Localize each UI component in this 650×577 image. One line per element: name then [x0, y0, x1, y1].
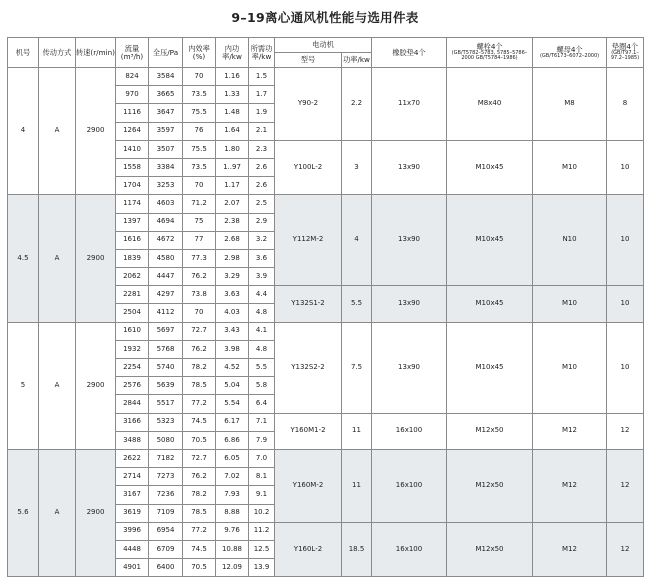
header-washer [607, 38, 644, 68]
pressure-cell: 5517 [149, 395, 183, 413]
motor-power-cell: 5.5 [342, 286, 372, 322]
internal-power-cell: 1.80 [216, 140, 249, 158]
pressure-cell: 3584 [149, 68, 183, 86]
internal-power-cell: 2.98 [216, 249, 249, 267]
required-power-cell: 2.3 [249, 140, 275, 158]
internal-power-cell: 6.86 [216, 431, 249, 449]
internal-power-cell: 3.43 [216, 322, 249, 340]
flow-cell: 1704 [116, 177, 149, 195]
motor-power-cell: 11 [342, 413, 372, 449]
pressure-cell: 6400 [149, 559, 183, 577]
header-washer-standard: (GB/T97.1–97.2–1985) [610, 49, 640, 62]
required-power-cell: 2.9 [249, 213, 275, 231]
required-power-cell: 5.8 [249, 377, 275, 395]
pressure-cell: 3253 [149, 177, 183, 195]
washer-cell: 12 [607, 449, 644, 522]
header-flow: 流量(m³/h) [116, 38, 149, 68]
efficiency-cell: 78.2 [183, 359, 216, 377]
internal-power-cell: 7.02 [216, 468, 249, 486]
pressure-cell: 7182 [149, 449, 183, 467]
internal-power-cell: 5.54 [216, 395, 249, 413]
nut-cell: M10 [533, 322, 607, 413]
pressure-cell: 6709 [149, 540, 183, 558]
required-power-cell: 1.9 [249, 104, 275, 122]
internal-power-cell: 2.07 [216, 195, 249, 213]
header-efficiency: 内效率(%) [183, 38, 216, 68]
flow-cell: 1264 [116, 122, 149, 140]
nut-cell: M12 [533, 522, 607, 577]
internal-power-cell: 1.16 [216, 68, 249, 86]
efficiency-cell: 77.2 [183, 522, 216, 540]
efficiency-cell: 76.2 [183, 468, 216, 486]
washer-cell: 10 [607, 140, 644, 195]
required-power-cell: 7.0 [249, 449, 275, 467]
speed-cell: 2900 [76, 322, 116, 449]
flow-cell: 1410 [116, 140, 149, 158]
bolt-cell: M10x45 [447, 140, 533, 195]
washer-cell: 10 [607, 286, 644, 322]
header-machine-no: 机号 [8, 38, 39, 68]
table-row [8, 68, 644, 86]
required-power-cell: 2.6 [249, 158, 275, 176]
flow-cell: 1839 [116, 249, 149, 267]
flow-cell: 1558 [116, 158, 149, 176]
drive-mode-cell: A [39, 195, 76, 322]
bolt-cell: M12x50 [447, 449, 533, 522]
pressure-cell: 5697 [149, 322, 183, 340]
efficiency-cell: 70.5 [183, 559, 216, 577]
efficiency-cell: 73.8 [183, 286, 216, 304]
required-power-cell: 3.6 [249, 249, 275, 267]
machine-no-cell: 5 [8, 322, 39, 449]
rubber-pad-cell: 13x90 [372, 195, 447, 286]
header-speed: 转速(r/min) [76, 38, 116, 68]
flow-cell: 2622 [116, 449, 149, 467]
internal-power-cell: 1.33 [216, 86, 249, 104]
required-power-cell: 2.5 [249, 195, 275, 213]
internal-power-cell: 6.05 [216, 449, 249, 467]
internal-power-cell: 4.52 [216, 359, 249, 377]
internal-power-cell: 12.09 [216, 559, 249, 577]
flow-cell: 3166 [116, 413, 149, 431]
efficiency-cell: 78.2 [183, 486, 216, 504]
efficiency-cell: 74.5 [183, 413, 216, 431]
required-power-cell: 2.6 [249, 177, 275, 195]
rubber-pad-cell: 11x70 [372, 68, 447, 141]
efficiency-cell: 73.5 [183, 158, 216, 176]
rubber-pad-cell: 13x90 [372, 140, 447, 195]
internal-power-cell: 5.04 [216, 377, 249, 395]
required-power-cell: 7.9 [249, 431, 275, 449]
washer-cell: 12 [607, 413, 644, 449]
machine-no-cell: 4.5 [8, 195, 39, 322]
required-power-cell: 4.4 [249, 286, 275, 304]
pressure-cell: 7109 [149, 504, 183, 522]
required-power-cell: 1.7 [249, 86, 275, 104]
motor-type-cell: Y132S1-2 [275, 286, 342, 322]
motor-power-cell: 2.2 [342, 68, 372, 141]
flow-cell: 1116 [116, 104, 149, 122]
motor-power-cell: 7.5 [342, 322, 372, 413]
flow-cell: 2504 [116, 304, 149, 322]
required-power-cell: 12.5 [249, 540, 275, 558]
efficiency-cell: 73.5 [183, 86, 216, 104]
pressure-cell: 3507 [149, 140, 183, 158]
required-power-cell: 4.8 [249, 304, 275, 322]
pressure-cell: 5768 [149, 340, 183, 358]
required-power-cell: 3.2 [249, 231, 275, 249]
flow-cell: 1610 [116, 322, 149, 340]
flow-cell: 3996 [116, 522, 149, 540]
required-power-cell: 1.5 [249, 68, 275, 86]
nut-cell: M10 [533, 140, 607, 195]
motor-power-cell: 3 [342, 140, 372, 195]
efficiency-cell: 75.5 [183, 104, 216, 122]
pressure-cell: 3384 [149, 158, 183, 176]
pressure-cell: 3665 [149, 86, 183, 104]
washer-cell: 10 [607, 195, 644, 286]
table-row [8, 449, 644, 467]
required-power-cell: 6.4 [249, 395, 275, 413]
required-power-cell: 4.1 [249, 322, 275, 340]
pressure-cell: 5740 [149, 359, 183, 377]
motor-type-cell: Y160L-2 [275, 522, 342, 577]
bolt-cell: M10x45 [447, 322, 533, 413]
header-rubber-pad: 橡胶垫4个 [372, 38, 447, 68]
bolt-cell: M12x50 [447, 413, 533, 449]
motor-type-cell: Y132S2-2 [275, 322, 342, 413]
motor-power-cell: 18.5 [342, 522, 372, 577]
pressure-cell: 4694 [149, 213, 183, 231]
internal-power-cell: 6.17 [216, 413, 249, 431]
flow-cell: 4448 [116, 540, 149, 558]
table-body [8, 68, 644, 577]
speed-cell: 2900 [76, 449, 116, 576]
header-nut [533, 38, 607, 68]
internal-power-cell: 3.98 [216, 340, 249, 358]
header-nut-standard: (GB/T6173–6072–2000) [539, 52, 600, 59]
washer-cell: 10 [607, 322, 644, 413]
required-power-cell: 11.2 [249, 522, 275, 540]
nut-cell: N10 [533, 195, 607, 286]
efficiency-cell: 72.7 [183, 449, 216, 467]
nut-cell: M12 [533, 413, 607, 449]
efficiency-cell: 75.5 [183, 140, 216, 158]
washer-cell: 8 [607, 68, 644, 141]
efficiency-cell: 78.5 [183, 504, 216, 522]
header-washer-label: 垫圈4个 [611, 41, 639, 51]
bolt-cell: M8x40 [447, 68, 533, 141]
machine-no-cell: 5.6 [8, 449, 39, 576]
machine-no-cell: 4 [8, 68, 39, 195]
rubber-pad-cell: 16x100 [372, 413, 447, 449]
fan-spec-table [7, 37, 644, 577]
efficiency-cell: 75 [183, 213, 216, 231]
internal-power-cell: 3.29 [216, 268, 249, 286]
efficiency-cell: 77 [183, 231, 216, 249]
required-power-cell: 4.8 [249, 340, 275, 358]
required-power-cell: 2.1 [249, 122, 275, 140]
flow-cell: 2714 [116, 468, 149, 486]
efficiency-cell: 70.5 [183, 431, 216, 449]
rubber-pad-cell: 13x90 [372, 286, 447, 322]
efficiency-cell: 70 [183, 68, 216, 86]
internal-power-cell: 7.93 [216, 486, 249, 504]
flow-cell: 2844 [116, 395, 149, 413]
header-required-power: 所需功率/kw [249, 38, 275, 68]
motor-power-cell: 11 [342, 449, 372, 522]
efficiency-cell: 74.5 [183, 540, 216, 558]
speed-cell: 2900 [76, 195, 116, 322]
motor-type-cell: Y160M-2 [275, 449, 342, 522]
required-power-cell: 7.1 [249, 413, 275, 431]
pressure-cell: 4112 [149, 304, 183, 322]
required-power-cell: 8.1 [249, 468, 275, 486]
pressure-cell: 3647 [149, 104, 183, 122]
header-bolt-standard: (GB/T5782–5783, 5785–5786–2000 GB/T5784–1986) [451, 49, 528, 62]
internal-power-cell: 4.03 [216, 304, 249, 322]
header-bolt-label: 螺栓4个 [476, 41, 503, 51]
internal-power-cell: 1.17 [216, 177, 249, 195]
pressure-cell: 4672 [149, 231, 183, 249]
efficiency-cell: 72.7 [183, 322, 216, 340]
internal-power-cell: 1.64 [216, 122, 249, 140]
pressure-cell: 5323 [149, 413, 183, 431]
header-motor-power: 功率/kw [342, 53, 372, 68]
flow-cell: 2576 [116, 377, 149, 395]
flow-cell: 2062 [116, 268, 149, 286]
internal-power-cell: 1..97 [216, 158, 249, 176]
internal-power-cell: 3.63 [216, 286, 249, 304]
required-power-cell: 3.9 [249, 268, 275, 286]
header-drive-mode: 传动方式 [39, 38, 76, 68]
pressure-cell: 4447 [149, 268, 183, 286]
pressure-cell: 4580 [149, 249, 183, 267]
nut-cell: M10 [533, 286, 607, 322]
flow-cell: 1616 [116, 231, 149, 249]
flow-cell: 2254 [116, 359, 149, 377]
flow-cell: 2281 [116, 286, 149, 304]
speed-cell: 2900 [76, 68, 116, 195]
header-nut-label: 螺母4个 [556, 44, 583, 54]
flow-cell: 4901 [116, 559, 149, 577]
page-title: 9–19离心通风机性能与选用件表 [231, 10, 419, 25]
bolt-cell: M10x45 [447, 286, 533, 322]
motor-type-cell: Y90-2 [275, 68, 342, 141]
washer-cell: 12 [607, 522, 644, 577]
required-power-cell: 9.1 [249, 486, 275, 504]
efficiency-cell: 70 [183, 177, 216, 195]
efficiency-cell: 77.2 [183, 395, 216, 413]
internal-power-cell: 8.88 [216, 504, 249, 522]
rubber-pad-cell: 13x90 [372, 322, 447, 413]
header-motor-type: 型号 [275, 53, 342, 68]
flow-cell: 1932 [116, 340, 149, 358]
pressure-cell: 4297 [149, 286, 183, 304]
pressure-cell: 5080 [149, 431, 183, 449]
efficiency-cell: 77.3 [183, 249, 216, 267]
flow-cell: 970 [116, 86, 149, 104]
efficiency-cell: 71.2 [183, 195, 216, 213]
drive-mode-cell: A [39, 68, 76, 195]
pressure-cell: 7273 [149, 468, 183, 486]
pressure-cell: 4603 [149, 195, 183, 213]
motor-type-cell: Y100L-2 [275, 140, 342, 195]
bolt-cell: M12x50 [447, 522, 533, 577]
efficiency-cell: 76.2 [183, 340, 216, 358]
required-power-cell: 5.5 [249, 359, 275, 377]
internal-power-cell: 2.38 [216, 213, 249, 231]
rubber-pad-cell: 16x100 [372, 449, 447, 522]
header-internal-power: 内功率/kw [216, 38, 249, 68]
motor-type-cell: Y160M1-2 [275, 413, 342, 449]
motor-power-cell: 4 [342, 195, 372, 286]
internal-power-cell: 10.88 [216, 540, 249, 558]
flow-cell: 3619 [116, 504, 149, 522]
flow-cell: 1174 [116, 195, 149, 213]
required-power-cell: 10.2 [249, 504, 275, 522]
internal-power-cell: 9.76 [216, 522, 249, 540]
internal-power-cell: 2.68 [216, 231, 249, 249]
drive-mode-cell: A [39, 449, 76, 576]
header-motor: 电动机 [275, 38, 372, 53]
drive-mode-cell: A [39, 322, 76, 449]
efficiency-cell: 78.5 [183, 377, 216, 395]
nut-cell: M8 [533, 68, 607, 141]
efficiency-cell: 76 [183, 122, 216, 140]
rubber-pad-cell: 16x100 [372, 522, 447, 577]
flow-cell: 1397 [116, 213, 149, 231]
pressure-cell: 5639 [149, 377, 183, 395]
efficiency-cell: 76.2 [183, 268, 216, 286]
header-pressure: 全压/Pa [149, 38, 183, 68]
table-row [8, 195, 644, 213]
flow-cell: 3167 [116, 486, 149, 504]
flow-cell: 824 [116, 68, 149, 86]
header-bolt [447, 38, 533, 68]
pressure-cell: 3597 [149, 122, 183, 140]
flow-cell: 3488 [116, 431, 149, 449]
required-power-cell: 13.9 [249, 559, 275, 577]
efficiency-cell: 70 [183, 304, 216, 322]
motor-type-cell: Y112M-2 [275, 195, 342, 286]
bolt-cell: M10x45 [447, 195, 533, 286]
internal-power-cell: 1.48 [216, 104, 249, 122]
nut-cell: M12 [533, 449, 607, 522]
pressure-cell: 6954 [149, 522, 183, 540]
table-row [8, 322, 644, 340]
pressure-cell: 7236 [149, 486, 183, 504]
